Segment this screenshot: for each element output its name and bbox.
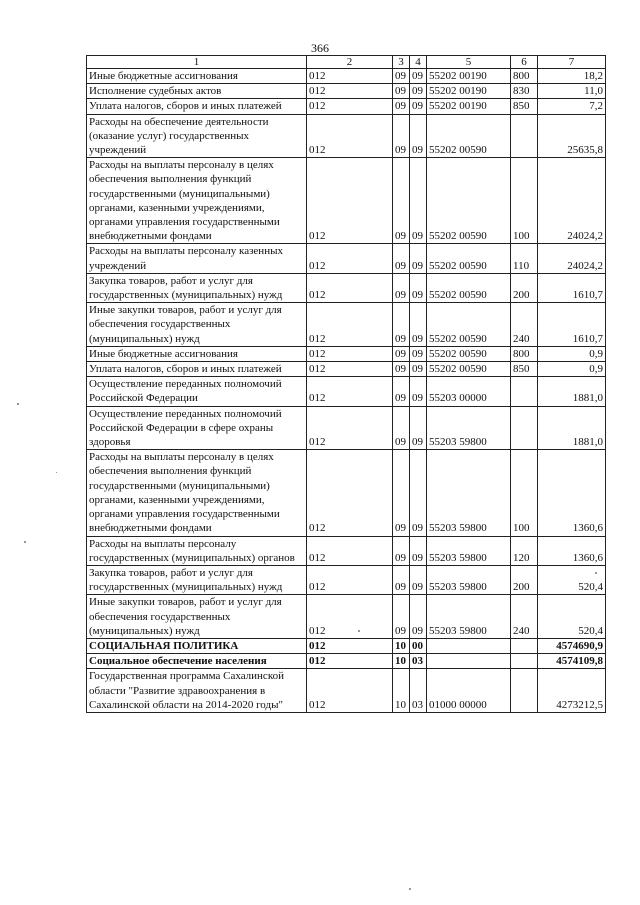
row-sum-cell: 1881,0 (538, 406, 606, 450)
row-ministry-code-cell: 012 (307, 406, 393, 450)
table-row (87, 536, 606, 565)
row-expense-type-cell (511, 406, 538, 450)
row-sum-cell: 4574690,9 (538, 638, 606, 653)
row-target-article-cell: 55202 00590 (427, 114, 511, 158)
table-row (87, 273, 606, 302)
row-name-cell: Иные бюджетные ассигнования (87, 69, 307, 84)
col-header-4: 4 (410, 56, 427, 69)
row-target-article-cell: 01000 00000 (427, 669, 511, 713)
row-name-cell: Социальное обеспечение населения (87, 654, 307, 669)
row-ministry-code-cell: 012 (307, 654, 393, 669)
row-section-cell: 09 (393, 377, 410, 406)
scan-speck (17, 403, 19, 405)
row-expense-type-cell: 850 (511, 362, 538, 377)
row-name-cell: Иные бюджетные ассигнования (87, 346, 307, 361)
row-sum-cell: 24024,2 (538, 244, 606, 273)
row-section-cell: 10 (393, 638, 410, 653)
row-subsection-cell: 03 (410, 669, 427, 713)
row-ministry-code-cell: 012 (307, 669, 393, 713)
row-name-cell: Исполнение судебных актов (87, 84, 307, 99)
scan-speck (595, 572, 597, 574)
row-section-cell: 09 (393, 595, 410, 639)
row-sum-cell: 520,4 (538, 565, 606, 594)
row-target-article-cell: 55203 00000 (427, 377, 511, 406)
row-expense-type-cell: 120 (511, 536, 538, 565)
row-subsection-cell: 09 (410, 114, 427, 158)
row-subsection-cell: 03 (410, 654, 427, 669)
row-subsection-cell: 09 (410, 346, 427, 361)
row-expense-type-cell: 200 (511, 565, 538, 594)
row-sum-cell: 1360,6 (538, 450, 606, 536)
scan-speck (409, 888, 411, 890)
scan-speck (358, 630, 360, 632)
row-ministry-code-cell: 012 (307, 303, 393, 347)
row-expense-type-cell: 830 (511, 84, 538, 99)
row-name-cell: Расходы на обеспечение деятельности (оказание услуг) государственных учреждений (87, 114, 307, 158)
row-section-cell: 09 (393, 406, 410, 450)
row-ministry-code-cell: 012 (307, 69, 393, 84)
row-subsection-cell: 09 (410, 244, 427, 273)
row-ministry-code-cell: 012 (307, 99, 393, 114)
row-ministry-code-cell: 012 (307, 273, 393, 302)
row-section-cell: 09 (393, 565, 410, 594)
row-subsection-cell: 09 (410, 273, 427, 302)
row-expense-type-cell: 800 (511, 69, 538, 84)
row-section-cell: 09 (393, 244, 410, 273)
row-subsection-cell: 09 (410, 377, 427, 406)
row-expense-type-cell (511, 377, 538, 406)
row-sum-cell: 1360,6 (538, 536, 606, 565)
row-section-cell: 10 (393, 654, 410, 669)
row-subsection-cell: 09 (410, 303, 427, 347)
row-target-article-cell: 55203 59800 (427, 536, 511, 565)
row-ministry-code-cell: 012 (307, 377, 393, 406)
table-row (87, 377, 606, 406)
row-sum-cell: 24024,2 (538, 158, 606, 244)
row-section-cell: 09 (393, 536, 410, 565)
col-header-6: 6 (511, 56, 538, 69)
row-target-article-cell: 55202 00590 (427, 346, 511, 361)
row-sum-cell: 11,0 (538, 84, 606, 99)
row-target-article-cell: 55202 00190 (427, 99, 511, 114)
row-section-cell: 09 (393, 69, 410, 84)
row-name-cell: Осуществление переданных полномочий Российской Федерации в сфере охраны здоровья (87, 406, 307, 450)
row-ministry-code-cell: 012 (307, 84, 393, 99)
row-ministry-code-cell: 012 (307, 638, 393, 653)
table-row (87, 303, 606, 347)
row-target-article-cell: 55203 59800 (427, 565, 511, 594)
row-sum-cell: 4273212,5 (538, 669, 606, 713)
col-header-5: 5 (427, 56, 511, 69)
row-section-cell: 09 (393, 362, 410, 377)
row-name-cell: Уплата налогов, сборов и иных платежей (87, 99, 307, 114)
row-subsection-cell: 09 (410, 450, 427, 536)
col-header-2: 2 (307, 56, 393, 69)
row-target-article-cell: 55202 00590 (427, 362, 511, 377)
row-name-cell: Закупка товаров, работ и услуг для государственных (муниципальных) нужд (87, 565, 307, 594)
table-body (87, 69, 606, 713)
row-section-cell: 09 (393, 346, 410, 361)
row-name-cell: Государственная программа Сахалинской области "Развитие здравоохранения в Сахалинской области на 2014-2020 годы" (87, 669, 307, 713)
row-sum-cell: 7,2 (538, 99, 606, 114)
table-row (87, 595, 606, 639)
row-sum-cell: 0,9 (538, 346, 606, 361)
row-sum-cell: 4574109,8 (538, 654, 606, 669)
row-subsection-cell: 09 (410, 158, 427, 244)
table-row (87, 114, 606, 158)
table-row (87, 638, 606, 653)
row-subsection-cell: 09 (410, 536, 427, 565)
row-target-article-cell (427, 638, 511, 653)
row-target-article-cell: 55202 00590 (427, 303, 511, 347)
row-ministry-code-cell: 012 (307, 362, 393, 377)
col-header-7: 7 (538, 56, 606, 69)
row-subsection-cell: 09 (410, 595, 427, 639)
scan-speck (56, 472, 57, 473)
row-expense-type-cell (511, 654, 538, 669)
row-expense-type-cell (511, 638, 538, 653)
row-section-cell: 09 (393, 99, 410, 114)
row-ministry-code-cell: 012 (307, 244, 393, 273)
row-section-cell: 09 (393, 114, 410, 158)
row-section-cell: 09 (393, 158, 410, 244)
row-expense-type-cell: 240 (511, 303, 538, 347)
row-ministry-code-cell: 012 (307, 114, 393, 158)
table-row (87, 406, 606, 450)
row-expense-type-cell: 100 (511, 450, 538, 536)
col-header-3: 3 (393, 56, 410, 69)
table-row (87, 362, 606, 377)
row-sum-cell: 1881,0 (538, 377, 606, 406)
row-name-cell: Расходы на выплаты персоналу в целях обеспечения выполнения функций государственными (муниципальными) органами, казенными учреждениями, органами управления государственными внебюджетными фондами (87, 450, 307, 536)
table-row (87, 669, 606, 713)
row-name-cell: Осуществление переданных полномочий Российской Федерации (87, 377, 307, 406)
row-subsection-cell: 09 (410, 99, 427, 114)
row-target-article-cell: 55202 00190 (427, 69, 511, 84)
row-name-cell: Расходы на выплаты персоналу в целях обеспечения выполнения функций государственными (муниципальными) органами, казенными учреждениями, органами управления государственными внебюджетными фондами (87, 158, 307, 244)
row-section-cell: 09 (393, 450, 410, 536)
budget-table (86, 55, 606, 713)
table-header-row (87, 56, 606, 69)
table-row (87, 99, 606, 114)
row-ministry-code-cell: 012 (307, 536, 393, 565)
table-row (87, 158, 606, 244)
row-name-cell: Уплата налогов, сборов и иных платежей (87, 362, 307, 377)
row-expense-type-cell: 110 (511, 244, 538, 273)
row-expense-type-cell: 240 (511, 595, 538, 639)
row-subsection-cell: 09 (410, 406, 427, 450)
row-target-article-cell: 55203 59800 (427, 406, 511, 450)
row-name-cell: Расходы на выплаты персоналу казенных учреждений (87, 244, 307, 273)
table-row (87, 450, 606, 536)
row-name-cell: Иные закупки товаров, работ и услуг для обеспечения государственных (муниципальных) нужд (87, 303, 307, 347)
row-name-cell: Закупка товаров, работ и услуг для государственных (муниципальных) нужд (87, 273, 307, 302)
page-number: 366 (311, 41, 329, 55)
row-target-article-cell: 55202 00590 (427, 273, 511, 302)
row-target-article-cell: 55203 59800 (427, 450, 511, 536)
row-name-cell: Иные закупки товаров, работ и услуг для обеспечения государственных (муниципальных) нужд (87, 595, 307, 639)
row-ministry-code-cell: 012 (307, 450, 393, 536)
scan-speck (24, 541, 26, 543)
row-section-cell: 09 (393, 303, 410, 347)
row-target-article-cell (427, 654, 511, 669)
table-row (87, 244, 606, 273)
row-expense-type-cell (511, 669, 538, 713)
row-target-article-cell: 55202 00190 (427, 84, 511, 99)
row-target-article-cell: 55202 00590 (427, 244, 511, 273)
row-section-cell: 09 (393, 84, 410, 99)
row-subsection-cell: 09 (410, 362, 427, 377)
row-name-cell: Расходы на выплаты персоналу государственных (муниципальных) органов (87, 536, 307, 565)
row-expense-type-cell: 800 (511, 346, 538, 361)
row-expense-type-cell: 200 (511, 273, 538, 302)
col-header-1: 1 (87, 56, 307, 69)
row-name-cell: СОЦИАЛЬНАЯ ПОЛИТИКА (87, 638, 307, 653)
row-target-article-cell: 55202 00590 (427, 158, 511, 244)
table-row (87, 69, 606, 84)
row-ministry-code-cell: 012 (307, 158, 393, 244)
row-sum-cell: 1610,7 (538, 303, 606, 347)
table-row (87, 84, 606, 99)
row-target-article-cell: 55203 59800 (427, 595, 511, 639)
row-expense-type-cell: 100 (511, 158, 538, 244)
table-row (87, 654, 606, 669)
row-section-cell: 10 (393, 669, 410, 713)
row-expense-type-cell: 850 (511, 99, 538, 114)
row-sum-cell: 25635,8 (538, 114, 606, 158)
row-sum-cell: 1610,7 (538, 273, 606, 302)
table-row (87, 346, 606, 361)
table-row (87, 565, 606, 594)
row-sum-cell: 18,2 (538, 69, 606, 84)
row-ministry-code-cell: 012 (307, 565, 393, 594)
row-subsection-cell: 09 (410, 84, 427, 99)
row-ministry-code-cell: 012 (307, 595, 393, 639)
row-ministry-code-cell: 012 (307, 346, 393, 361)
row-section-cell: 09 (393, 273, 410, 302)
row-sum-cell: 520,4 (538, 595, 606, 639)
row-subsection-cell: 00 (410, 638, 427, 653)
row-subsection-cell: 09 (410, 565, 427, 594)
row-expense-type-cell (511, 114, 538, 158)
row-sum-cell: 0,9 (538, 362, 606, 377)
row-subsection-cell: 09 (410, 69, 427, 84)
